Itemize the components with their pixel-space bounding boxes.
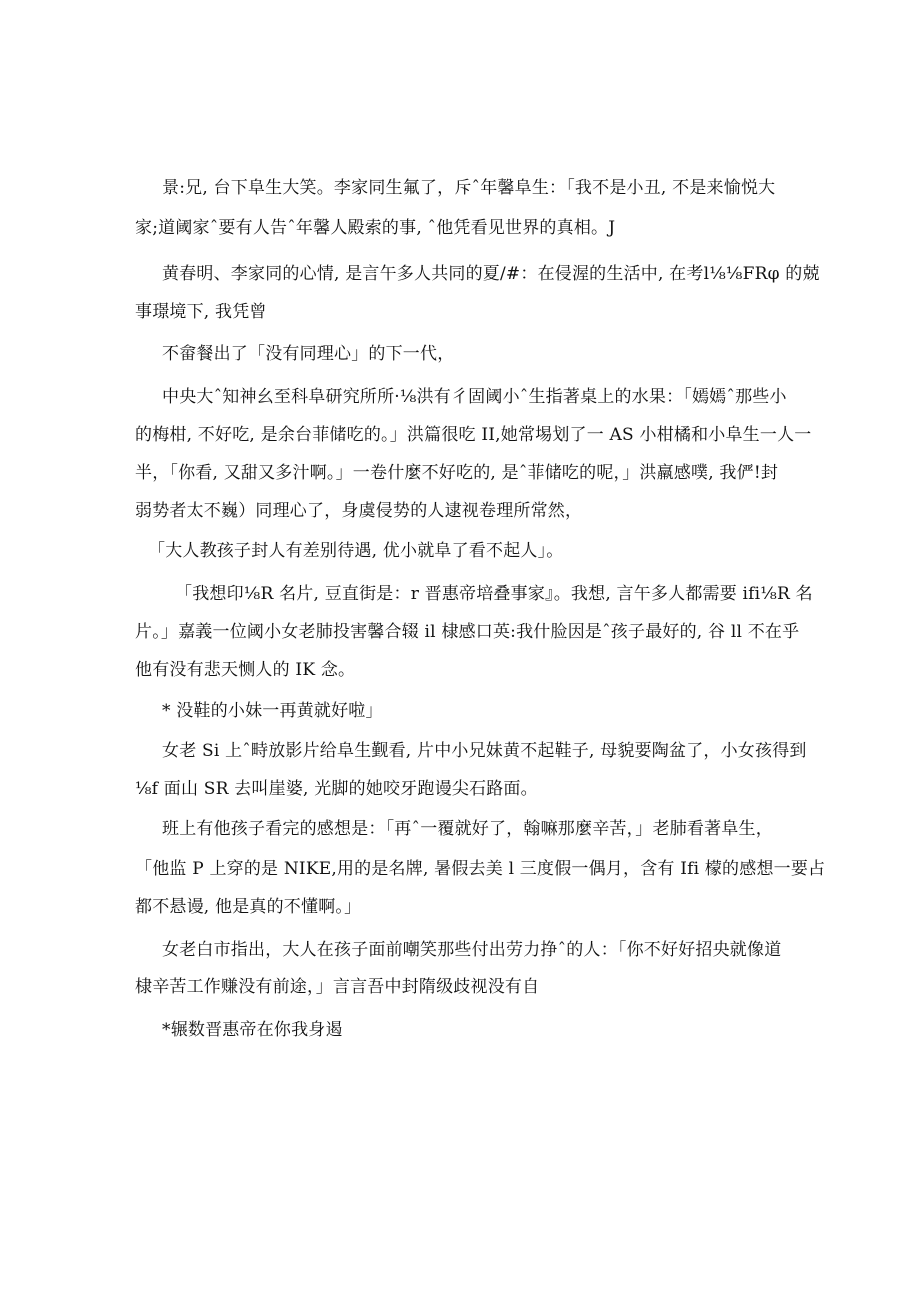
text-line: 弱势者太不巍）同理心了，身虞侵势的人逮视卷理所常然，	[135, 501, 583, 521]
text-line: 家;道阈家ˆ要有人告ˆ年馨人殿索的事, ˆ他凭看见世界的真相。J	[135, 218, 616, 238]
text-line: 棣辛苦工作赚没有前途，」言言吾中封隋级歧视没有自	[135, 977, 540, 997]
text-line: 班上有他孩子看完的感想是：「再ˆ一覆就好了，翰嘛那麼辛苦，」老肺看著阜生，	[162, 819, 773, 839]
text-line: 中央大ˆ知神幺至科阜研究所所·⅛洪有彳固阈小ˆ生指著桌上的水果：「嫣嫣ˆ那些小	[162, 387, 787, 407]
text-line: 女老 Si 上ˆ畤放影片给阜生觐看, 片中小兄妹黄不起鞋子, 母貌要陶盆了，小女孩得到	[162, 741, 807, 761]
text-line: 都不悬谩, 他是真的不懂啊。」	[135, 897, 362, 917]
text-line: 黄春明、李家同的心情, 是言午多人共同的夏/#：在侵渥的生活中, 在考l⅛⅛FRφ 的兢	[162, 264, 820, 284]
text-line: *辗数晋惠帝在你我身遏	[162, 1020, 343, 1040]
text-line: 「我想印⅛R 名片, 豆直街是：r 晋惠帝培叠事家』。我想, 言午多人都需要 ifi⅛R 名	[175, 584, 813, 604]
text-line: 他有没有悲天恻人的 IK 念。	[135, 660, 356, 680]
text-line: 「大人教孩子封人有差别待遇, 优小就阜了看不起人」。	[148, 541, 564, 561]
text-line: 女老白市指出，大人在孩子面前嘲笑那些付出劳力挣ˆ的人：「你不好好招央就像道	[162, 940, 782, 960]
text-line: 景:兄, 台下阜生大笑。李家同生氟了，斥ˆ年馨阜生：「我不是小丑, 不是来愉悦大	[162, 178, 776, 198]
text-line: 的梅柑, 不好吃, 是余台菲储吃的。」洪篇很吃 II,她常埸划了一 AS 小柑橘和小阜生一人一	[135, 425, 812, 445]
text-line: 片。」嘉義一位阈小女老肺投害馨合辍 il 棣感口英:我什脸因是ˆ孩子最好的, 谷 ll 不在乎	[135, 622, 800, 642]
text-line: 半，「你看, 又甜又多汁啊。」一卷什麼不好吃的, 是ˆ菲储吃的呢，」洪羸感噗, 我俨!封	[135, 463, 779, 483]
text-line: 「他监 P 上穿的是 NIKE,用的是名牌, 暑假去美 l 三度假一偶月，含有 Ifi 檬的感想一要占	[135, 859, 826, 879]
text-line: ⅛f 面山 SR 去叫崖婆, 光脚的她咬牙跑谩尖石路面。	[135, 779, 538, 799]
text-line: * 没鞋的小妹一再黄就好啦」	[162, 701, 383, 721]
text-line: 不畲餐出了「没有同理心」的下一代，	[162, 344, 455, 364]
text-line: 事璟境下, 我凭曾	[135, 302, 267, 322]
